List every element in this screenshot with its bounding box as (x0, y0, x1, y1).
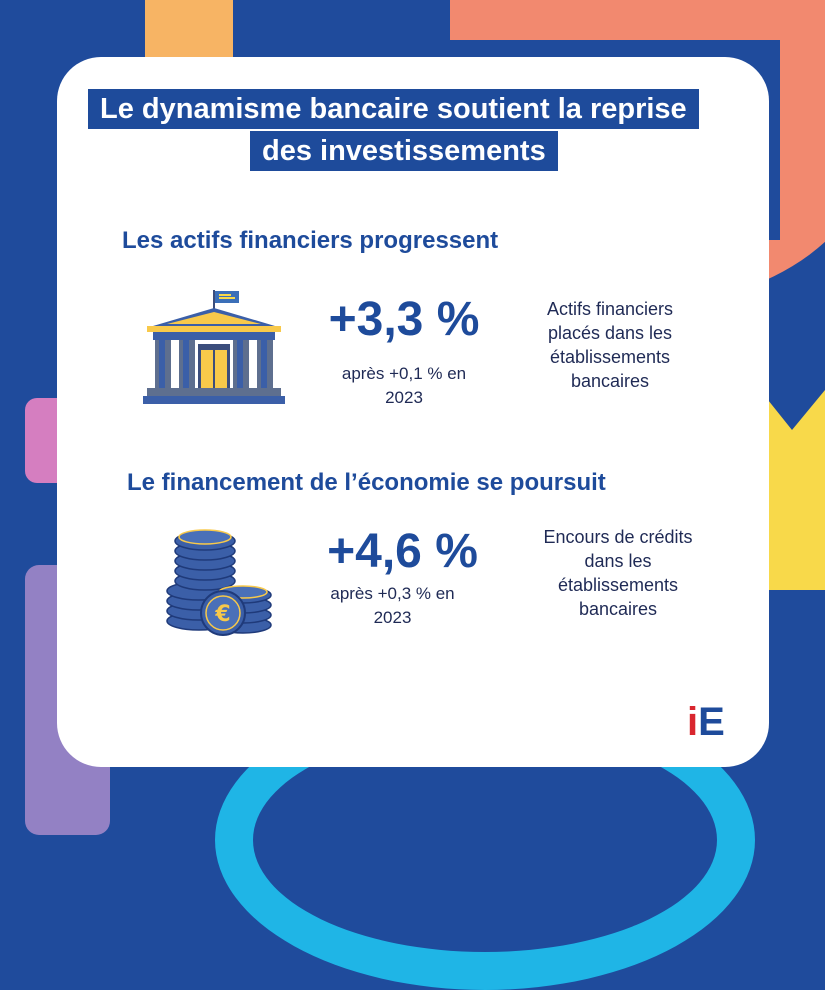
assets-description-line4: bancaires (570, 371, 650, 391)
assets-description-line1: Actifs financiers (546, 299, 674, 319)
bg-yellow-chevron (760, 390, 825, 590)
credit-description-line1: Encours de crédits (543, 527, 693, 547)
credit-description-line3: établissements (557, 575, 679, 595)
page-title-line2: des investissements (250, 131, 558, 171)
section-heading-financing: Le financement de l’économie se poursuit (127, 469, 606, 496)
section-heading-assets: Les actifs financiers progressent (122, 227, 499, 254)
ie-logo (687, 702, 727, 742)
credit-comparison-line2: 2023 (373, 608, 412, 627)
credit-description-line4: bancaires (578, 599, 658, 619)
page-title-line1: Le dynamisme bancaire soutient la reprise (88, 89, 699, 129)
logo-letter-e: E (698, 700, 725, 744)
credit-description-line2: dans les (584, 551, 652, 571)
bank-building-icon (143, 288, 285, 408)
assets-comparison-line1: après +0,1 % en (341, 364, 467, 383)
logo-letter-i: i (687, 700, 699, 744)
credit-growth-value: +4,6 % (327, 525, 478, 578)
assets-growth-value: +3,3 % (328, 293, 480, 346)
credit-comparison-line1: après +0,3 % en (330, 584, 455, 603)
assets-comparison-line2: 2023 (385, 388, 423, 407)
assets-description-line3: établissements (549, 347, 671, 367)
assets-description-line2: placés dans les (547, 323, 673, 343)
svg-text:€: € (215, 602, 231, 627)
euro-coins-stack-icon (155, 525, 275, 643)
